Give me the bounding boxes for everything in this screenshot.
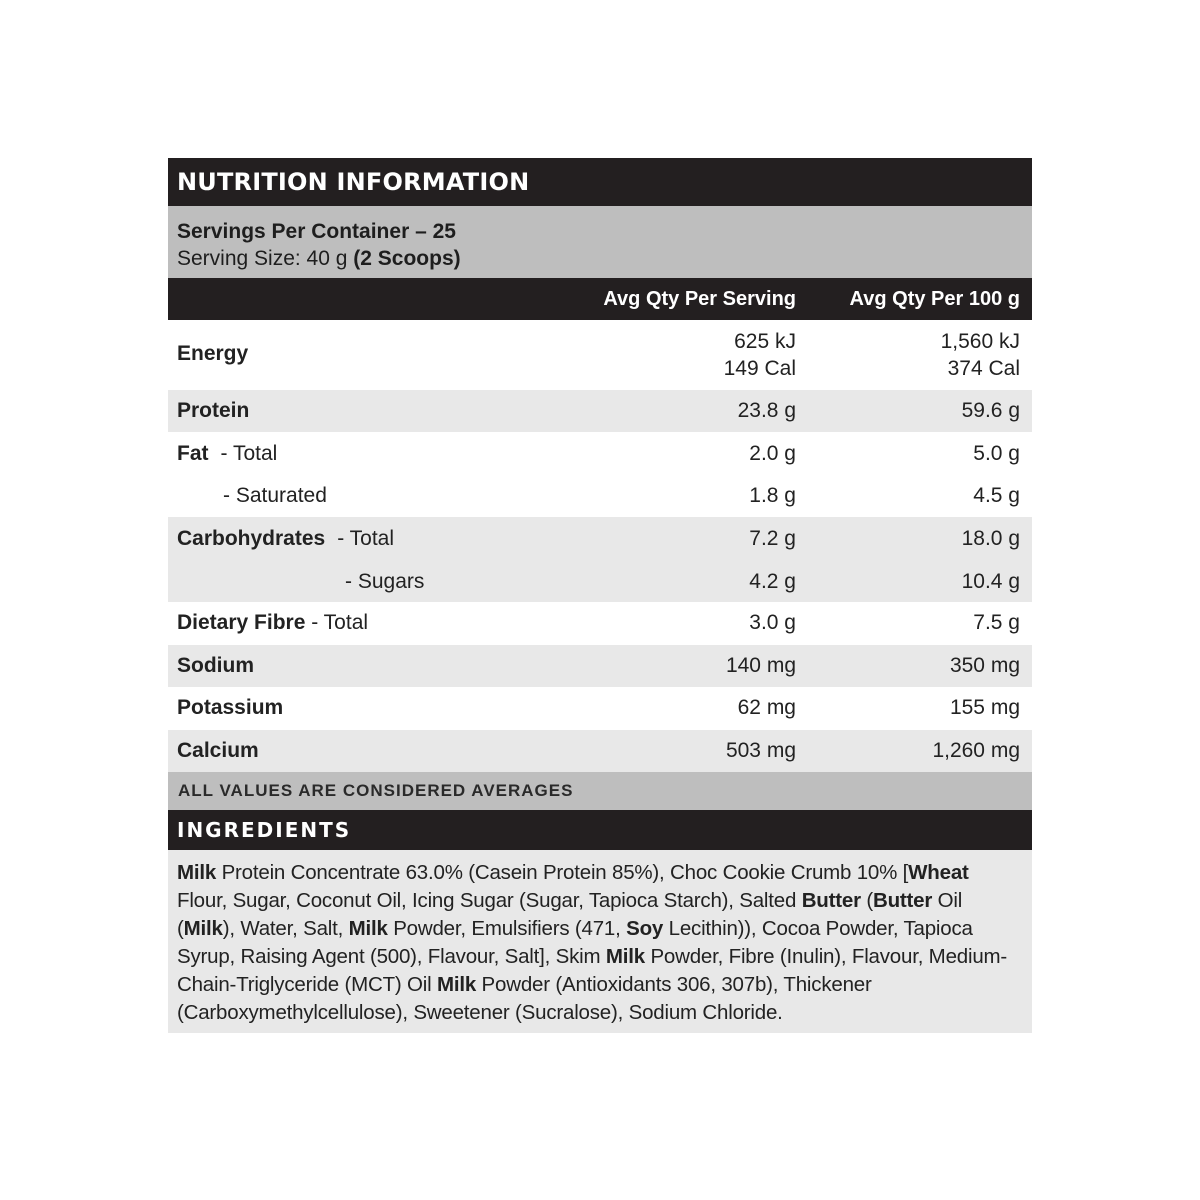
carb-sugars-per-100g: 10.4 g (961, 570, 1020, 593)
fibre-label (177, 611, 368, 635)
fat-total-per-100g: 5.0 g (973, 442, 1020, 465)
ingredients-text (168, 850, 1032, 1033)
row-dietary-fibre (168, 602, 1032, 645)
fibre-per-serving: 3.0 g (749, 611, 796, 634)
allergen-milk: Milk (177, 861, 217, 884)
energy-per-100g (941, 328, 1020, 382)
row-calcium (168, 730, 1032, 772)
sodium-per-100g: 350 mg (949, 654, 1020, 677)
title-bar (168, 158, 1032, 206)
row-label: Sodium (177, 654, 254, 677)
ingredients-title: INGREDIENTS (177, 818, 352, 842)
row-potassium (168, 687, 1032, 730)
carb-label (177, 527, 394, 551)
row-label: Energy (177, 342, 249, 365)
row-energy (168, 320, 1032, 390)
ingredients-part: Flour, Sugar, Coconut Oil, Icing Sugar (Sugar, Tapioca Starch), Salted (177, 889, 802, 912)
carb-total-per-serving: 7.2 g (749, 527, 796, 550)
fat-label (177, 442, 277, 466)
footnote-text: ALL VALUES ARE CONSIDERED AVERAGES (178, 781, 574, 800)
panel-title: NUTRITION INFORMATION (177, 168, 530, 196)
ingredients-part: Powder, Emulsifiers (471, (387, 917, 627, 940)
row-sodium (168, 645, 1032, 687)
calcium-per-100g: 1,260 mg (932, 739, 1020, 762)
ingredients-part: Powder (Antioxidants 306, 307b), Thickener (Carboxymethylcellulose), Sweetener (Sucralose), Sodium Chloride. (177, 973, 872, 1024)
serving-size-label: Serving Size: 40 g (177, 247, 354, 270)
fat-saturated-per-serving: 1.8 g (749, 484, 796, 507)
energy-per-serving (724, 328, 796, 382)
column-header-bar (168, 278, 1032, 320)
column-header-per-100g: Avg Qty Per 100 g (849, 288, 1020, 310)
allergen-butter: Butter (872, 889, 933, 912)
sodium-per-serving: 140 mg (725, 654, 796, 677)
servings-per-container: Servings Per Container – 25 (177, 220, 456, 243)
allergen-butter: Butter (801, 889, 861, 912)
row-label: Carbohydrates (177, 527, 326, 550)
row-label: Potassium (177, 696, 284, 719)
fat-saturated-per-100g: 4.5 g (973, 484, 1020, 507)
allergen-milk: Milk (436, 973, 477, 996)
row-sublabel: - Saturated (223, 484, 327, 507)
servings-info (168, 206, 1032, 278)
calcium-per-serving: 503 mg (725, 739, 796, 762)
energy-per-serving-kj: 625 kJ (734, 330, 796, 353)
carb-total-per-100g: 18.0 g (961, 527, 1020, 550)
row-carbohydrates (168, 517, 1032, 602)
ingredients-part: Oil ( (177, 889, 963, 940)
energy-per-serving-cal: 149 Cal (723, 357, 796, 380)
ingredients-part: ( (860, 889, 873, 912)
serving-size-scoops: (2 Scoops) (353, 247, 461, 270)
row-sublabel: - Total (220, 442, 278, 465)
ingredients-part: Powder, Fibre (Inulin), Flavour, Medium-Chain-Triglyceride (MCT) Oil (177, 945, 1008, 996)
potassium-per-serving: 62 mg (737, 696, 796, 719)
ingredients-part: Lecithin)), Cocoa Powder, Tapioca Syrup, Raising Agent (500), Flavour, Salt], Skim (177, 917, 973, 968)
allergen-wheat: Wheat (908, 861, 969, 884)
potassium-per-100g: 155 mg (949, 696, 1020, 719)
row-label: Fat (177, 442, 209, 465)
ingredients-title-bar (168, 810, 1032, 850)
fibre-per-100g: 7.5 g (973, 611, 1020, 634)
ingredients-part: ), Water, Salt, (222, 917, 349, 940)
row-sublabel: - Total (337, 527, 395, 550)
allergen-milk: Milk (605, 945, 645, 968)
energy-per-100g-cal: 374 Cal (947, 357, 1020, 380)
allergen-milk: Milk (183, 917, 223, 940)
energy-per-100g-kj: 1,560 kJ (940, 330, 1020, 353)
row-label: Protein (177, 399, 250, 422)
carb-sugars-per-serving: 4.2 g (749, 570, 796, 593)
allergen-soy: Soy (626, 917, 664, 940)
nutrition-panel (168, 158, 1032, 1033)
fat-total-per-serving: 2.0 g (749, 442, 796, 465)
serving-size (177, 245, 1032, 272)
ingredients-part: Protein Concentrate 63.0% (Casein Protein 85%), Choc Cookie Crumb 10% [ (216, 861, 909, 884)
averages-footnote (168, 772, 1032, 810)
row-protein (168, 390, 1032, 432)
row-label: Calcium (177, 739, 259, 762)
row-fat (168, 432, 1032, 517)
row-sublabel: - Total (311, 611, 369, 634)
protein-per-100g: 59.6 g (961, 399, 1020, 422)
allergen-milk: Milk (348, 917, 388, 940)
row-label: Dietary Fibre (177, 611, 306, 634)
row-sublabel: - Sugars (345, 570, 425, 593)
protein-per-serving: 23.8 g (737, 399, 796, 422)
column-header-per-serving: Avg Qty Per Serving (603, 288, 796, 310)
